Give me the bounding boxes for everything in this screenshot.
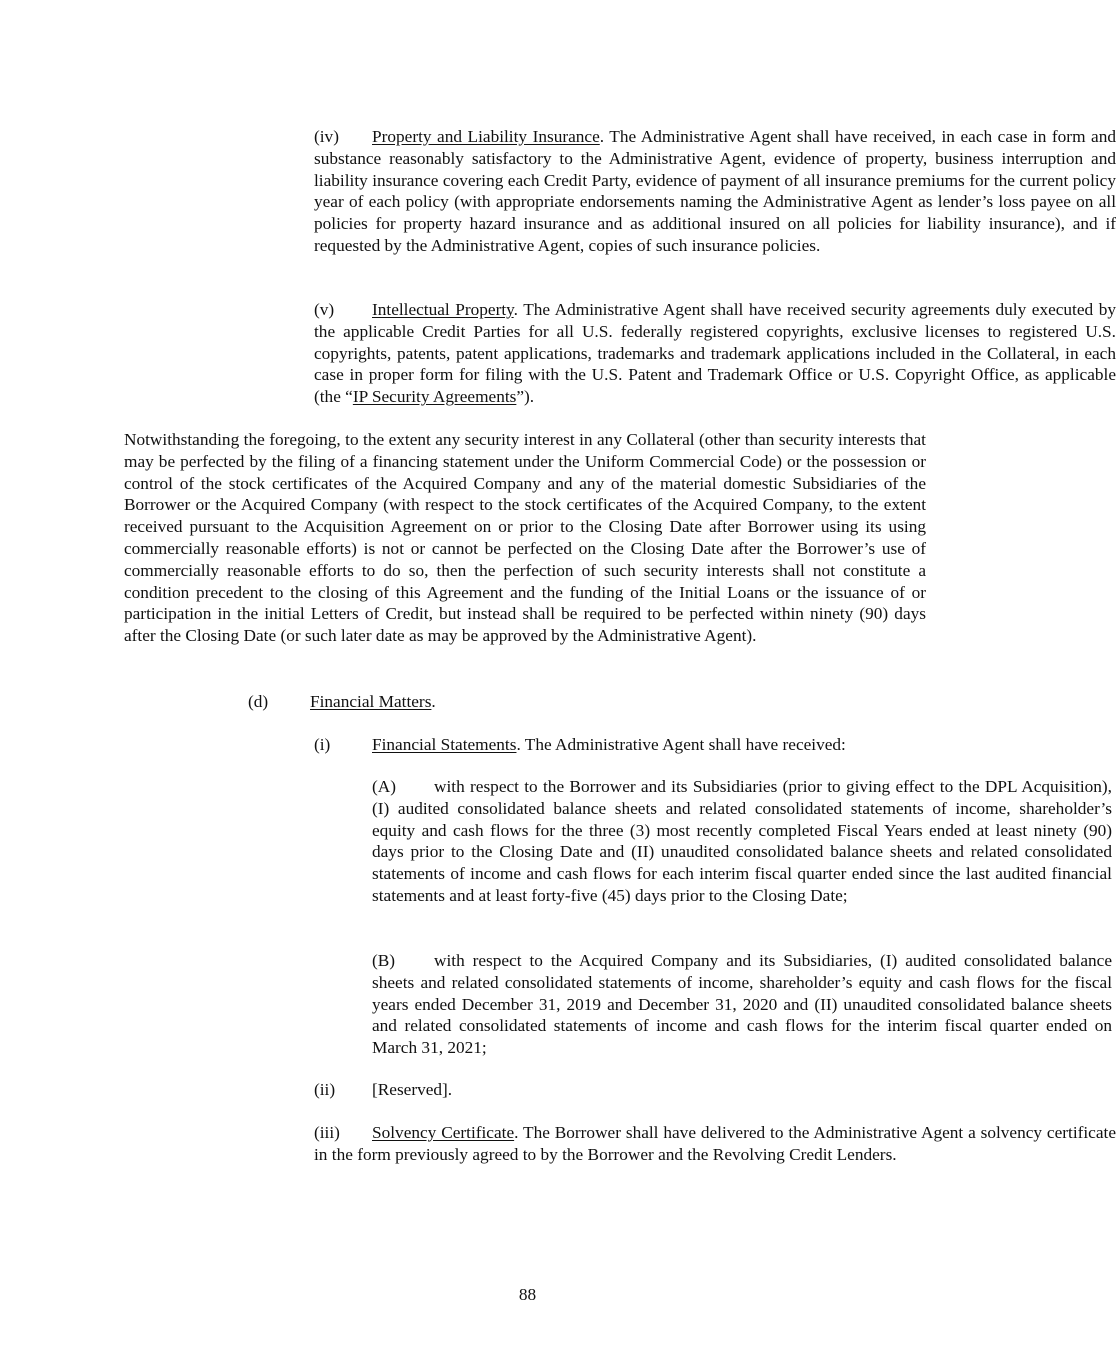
section-iv-paragraph: [124, 126, 1116, 257]
notwithstanding-paragraph: Notwithstanding the foregoing, to the extent any security interest in any Collateral (other than security interests that may be perfected by the filing of a financing statement under the Uniform Commercial Code) or the possession or control of the stock certificates of the Acquired Company and any of the material domestic Subsidiaries of the Borrower or the Acquired Company (with respect to the stock certificates of the Acquired Company, to the extent received pursuant to the Acquisition Agreement on or prior to the Closing Date after Borrower using its using commercially reasonable efforts) is not or cannot be perfected on the Closing Date after the Borrower’s use of commercially reasonable efforts to do so, then the perfection of such security interests shall not constitute a condition precedent to the closing of this Agreement and the funding of the Initial Loans or the issuance of or participation in the initial Letters of Credit, but instead shall be required to be perfected within ninety (90) days after the Closing Date (or such later date as may be approved by the Administrative Agent).: [124, 430, 926, 646]
section-iii-paragraph: [124, 1122, 1116, 1166]
section-i-number: (i): [314, 735, 331, 754]
defined-term-ip-security-agreements: IP Security Agreements: [352, 387, 517, 407]
section-iii-heading: Solvency Certificate: [372, 1123, 515, 1142]
section-iv-number: (iv): [314, 127, 339, 146]
section-d-text: .: [431, 692, 436, 711]
section-i-heading-line: [314, 734, 846, 756]
section-d-number: (d): [248, 692, 269, 711]
section-d-heading: Financial Matters: [310, 692, 432, 711]
section-iv-text: . The Administrative Agent shall have received, in each case in form and substance reasonably satisfactory to the Administrative Agent, evidence of property, business interruption and liability insurance covering each Credit Party, evidence of payment of all insurance premiums for the current policy year of each policy (with appropriate endorsements naming the Administrative Agent as lender’s loss payee on all policies for property hazard insurance and as additional insured on all policies for liability insurance), and if requested by the Administrative Agent, copies of such insurance policies.: [314, 127, 1116, 255]
section-iii-text: . The Borrower shall have delivered to the Administrative Agent a solvency certificate in the form previously agreed to by the Borrower and the Revolving Credit Lenders.: [314, 1123, 1116, 1164]
section-v-paragraph: [124, 299, 1116, 408]
section-i-text: . The Administrative Agent shall have received:: [516, 735, 846, 754]
section-B-number: (B): [372, 951, 396, 970]
section-ii-line: [314, 1079, 452, 1101]
section-A-number: (A): [372, 777, 396, 796]
section-v-heading: Intellectual Property: [372, 300, 514, 319]
page-number: 88: [518, 1285, 537, 1304]
section-A-text: with respect to the Borrower and its Subsidiaries (prior to giving effect to the DPL Acquisition), (I) audited consolidated balance sheets and related consolidated statements of income, shareholder’s equity and cash flows for the three (3) most recently completed Fiscal Years ended at least ninety (90) days prior to the Closing Date and (II) unaudited consolidated balance sheets and related consolidated statements of income and cash flows for each interim fiscal quarter ended since the last audited financial statements and at least forty-five (45) days prior to the Closing Date;: [372, 777, 1112, 905]
section-ii-text: [Reserved].: [372, 1080, 453, 1099]
section-B-paragraph: [186, 950, 1112, 1059]
section-v-number: (v): [314, 300, 335, 319]
section-B-text: with respect to the Acquired Company and its Subsidiaries, (I) audited consolidated balance sheets and related consolidated statements of income, shareholder’s equity and cash flows for the fiscal years ended December 31, 2019 and December 31, 2020 and (II) unaudited consolidated balance sheets and related consolidated statements of income and cash flows for the interim fiscal quarter ended on March 31, 2021;: [372, 951, 1112, 1058]
section-ii-number: (ii): [314, 1080, 336, 1099]
section-v-text-end: ”).: [516, 387, 535, 407]
section-A-paragraph: [186, 776, 1112, 907]
section-iv-heading: Property and Liability Insurance: [372, 127, 600, 146]
section-v-text: . The Administrative Agent shall have received security agreements duly executed by the applicable Credit Parties for all U.S. federally registered copyrights, exclusive licenses to registered U.S. copyrights, patents, patent applications, trademarks and trademark applications included in the Collateral, in each case in proper form for filing with the U.S. Patent and Trademark Office or U.S. Copyright Office, as applicable (the “: [314, 300, 1116, 407]
section-d-heading-line: [248, 691, 436, 713]
section-iii-number: (iii): [314, 1123, 340, 1142]
section-i-heading: Financial Statements: [372, 735, 517, 754]
